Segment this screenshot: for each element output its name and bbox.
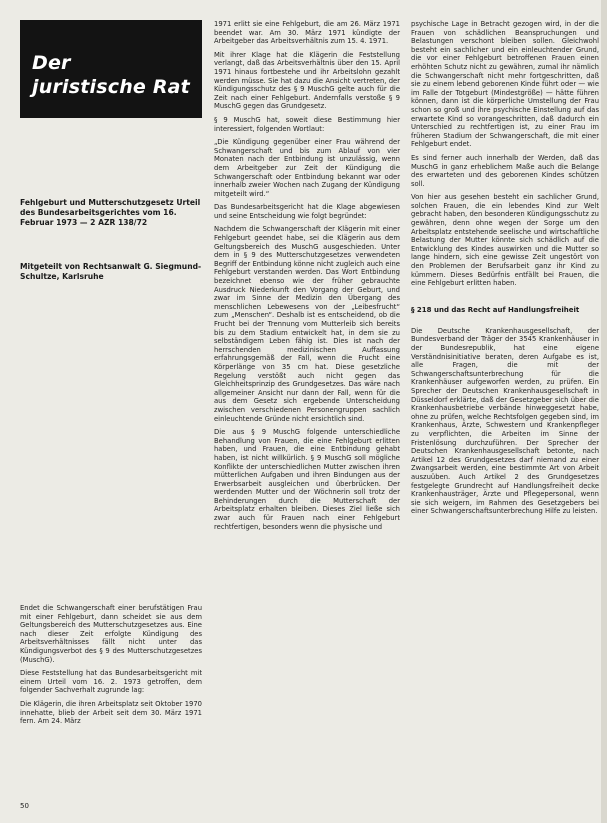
paragraph: Die Klägerin, die ihren Arbeitsplatz seit Oktober 1970 innehatte, blieb der Arbeit seit dem 30. März 1971 fern. Am 24. März	[20, 699, 202, 726]
paragraph: Das Bundesarbeitsgericht hat die Klage abgewiesen und seine Entscheidung wie folgt begründet:	[214, 203, 400, 220]
paragraph: Diese Feststellung hat das Bundesarbeitsgericht mit einem Urteil vom 16. 2. 1973 getroffen, dem folgender Sachverhalt zugrunde lag:	[20, 669, 202, 695]
communicated-by: Mitgeteilt von Rechtsanwalt G. Siegmund-Schultze, Karlsruhe	[20, 262, 202, 281]
paragraph: Mit ihrer Klage hat die Klägerin die Feststellung verlangt, daß das Arbeitsverhältnis über den 15. April 1971 hinaus fortbestehe und ihr Arbeitslohn gezahlt werden müsse. Sie hat dazu die Ansicht vertreten, der Kündigungsschutz des § 9 MuschG gelte auch für die Zeit nach einer Fehlgeburt. Andernfalls verstoße § 9 MuschG gegen das Grundgesetz.	[214, 50, 400, 111]
paragraph: Endet die Schwangerschaft einer berufstätigen Frau mit einer Fehlgeburt, dann scheidet sie aus dem Geltungsbereich des Mutterschutzgesetzes aus. Eine nach dieser Zeit erfolgte Kündigung des Arbeitsverhältnisses fällt nicht unter das Kündigungsverbot des § 9 des Mutterschutzgesetzes (MuschG).	[20, 604, 202, 664]
column-3	[411, 20, 599, 521]
column-2	[214, 20, 400, 536]
quote-paragraph: „Die Kündigung gegenüber einer Frau während der Schwangerschaft und bis zum Ablauf von vier Monaten nach der Entbindung ist unzulässig, wenn dem Arbeitgeber zur Zeit der Kündigung die Schwangerschaft oder Entbindung bekannt war oder innerhalb zweier Wochen nach Zugang der Kündigung mitgeteilt wird.“	[214, 138, 400, 198]
paragraph: psychische Lage in Betracht gezogen wird, in der die Frauen von schädlichen Beanspruchungen und Belastungen verschont bleiben sollen. Gleichwohl besteht ein sachlicher und ein einleuchtender Grund, die vor einer Fehlgeburt betroffenen Frauen einen erhöhten Schutz nicht zu gewähren, zumal ihr nämlich die Schwangerschaft nicht mehr fortgeschritten, daß sie zu einem lebend geborenen Kinde führt oder — wie im Falle der Totgeburt (Mindestgröße) — hätte führen können, dann ist die körperliche Umstellung der Frau schon so groß und ihre psychische Einstellung auf das erwartete Kind so vorangeschritten, daß dadurch ein Unterschied zu rechtfertigen ist, zu einer Frau im früheren Stadium der Schwangerschaft, die mit einer Fehlgeburt endet.	[411, 20, 599, 149]
rubric-title-line2: juristische Rat	[32, 76, 190, 98]
paragraph: Die aus § 9 MuschG folgende unterschiedliche Behandlung von Frauen, die eine Fehlgeburt erlitten haben, und Frauen, die eine Entbindung gehabt haben, ist nicht willkürlich. § 9 MuschG soll mögliche Konflikte der unterschiedlichen Mutter zwischen ihren mütterlichen Aufgaben und ihren Bindungen aus der Erwerbsarbeit ausgleichen und überbrücken. Der werdenden Mutter und der Wöchnerin soll trotz der Behinderungen durch die Mutterschaft der Arbeitsplatz erhalten bleiben. Dieses Ziel ließe sich zwar auch für Frauen nach einer Fehlgeburt rechtfertigen, besonders wenn die physische und	[214, 428, 400, 531]
column-1-body	[20, 604, 202, 731]
page-number: 50	[20, 802, 29, 810]
paragraph: Die Deutsche Krankenhausgesellschaft, der Bundesverband der Träger der 3545 Krankenhäuser in der Bundesrepublik, hat eine eigene Verständnisinitiative beraten, deren Aufgabe es ist, alle Fragen, die mit der Schwangerschaftsunterbrechung für die Krankenhäuser aufgeworfen werden, zu prüfen. Ein Sprecher der Deutschen Krankenhausgesellschaft in Düsseldorf erklärte, daß der Gesetzgeber sich über die Krankenhausbetriebe verbände hinweggesetzt habe, ohne zu prüfen, welche Rechtsfolgen gegeben sind, im Krankenhaus, Ärzte, Schwestern und Krankenpfleger zu verpflichten, die Arbeiten im Sinne der Fristenlösung durchzuführen. Der Sprecher der Deutschen Krankenhausgesellschaft betonte, nach Artikel 12 des Grundgesetzes darf niemand zu einer Zwangsarbeit werden, eine bestimmte Art von Arbeit auszuüben. Auch Artikel 2 des Grundgesetzes festgelegte Grundrecht auf Handlungsfreiheit decke Krankenhausträger, Ärzte und Pflegepersonal, wenn sie sich weigern, im Rahmen des Gesetzgebers bei einer Schwangerschaftsunterbrechung Hilfe zu leisten.	[411, 326, 599, 516]
paragraph: Nachdem die Schwangerschaft der Klägerin mit einer Fehlgeburt geendet habe, sei die Klägerin aus dem Geltungsbereich des MuschG ausgeschieden. Unter dem in § 9 des Mutterschutzgesetzes verwendeten Begriff der Entbindung könne nicht zugleich auch eine Fehlgeburt verstanden werden. Das Wort Entbindung bezeichnet ebenso wie der früher gebrauchte Ausdruck Niederkunft den Vorgang der Geburt, und zwar im Sinne der Medizin den Übergang des menschlichen Lebewesens von der „Leibesfrucht“ zum „Menschen“. Deshalb ist es entscheidend, ob die Frucht bei der Trennung vom Mutterleib sich bereits bis zu dem Stadium entwickelt hat, in dem sie zu selbständigem Leben fähig ist. Dies ist nach der herrschenden medizinischen Auffassung erfahrungsgemäß der Fall, wenn die Frucht eine Körperlänge von 35 cm hat. Diese gesetzliche Regelung verstößt auch nicht gegen das Gleichheitsprinzip des Grundgesetzes. Das wäre nach allgemeiner Ansicht nur dann der Fall, wenn für die aus dem Gesetz sich ergebende Unterscheidung zwischen verschiedenen Personengruppen sachlich einleuchtende Gründe nicht ersichtlich sind.	[214, 225, 400, 423]
paragraph: 1971 erlitt sie eine Fehlgeburt, die am 26. März 1971 beendet war. Am 30. März 1971 kündigte der Arbeitgeber das Arbeitsverhältnis zum 15. 4. 1971.	[214, 20, 400, 46]
page-edge	[601, 0, 607, 823]
paragraph: Es sind ferner auch innerhalb der Werden, daß das MuschG in ganz erheblichem Maße auch die Belange des erwarteten und des geborenen Kindes schützen soll.	[411, 153, 599, 188]
paragraph: Von hier aus gesehen besteht ein sachlicher Grund, solchen Frauen, die ein lebendes Kind zur Welt gebracht haben, den besonderen Kündigungsschutz zu gewähren, denn ohne wegen der Sorge um den Arbeitsplatz entstehende seelische und wirtschaftliche Belastung der Mutter könnte sich schädlich auf die Entwicklung des Kindes auswirken und die Mutter so lange hindern, sich eine gewisse Zeit ungestört von den Problemen der Berufsarbeit ganz ihr Kind zu kümmern. Dieses Bedürfnis entfällt bei Frauen, die eine Fehlgeburt erlitten haben.	[411, 193, 599, 288]
paragraph: § 9 MuschG hat, soweit diese Bestimmung hier interessiert, folgenden Wortlaut:	[214, 115, 400, 133]
case-title: Fehlgeburt und Mutterschutzgesetz Urteil des Bundesarbeitsgerichtes vom 16. Februar 1973 — 2 AZR 138/72	[20, 198, 201, 227]
rubric-title-line1: Der	[32, 52, 71, 74]
rubric-banner	[20, 20, 202, 118]
section-heading: § 218 und das Recht auf Handlungsfreiheit	[411, 305, 580, 314]
